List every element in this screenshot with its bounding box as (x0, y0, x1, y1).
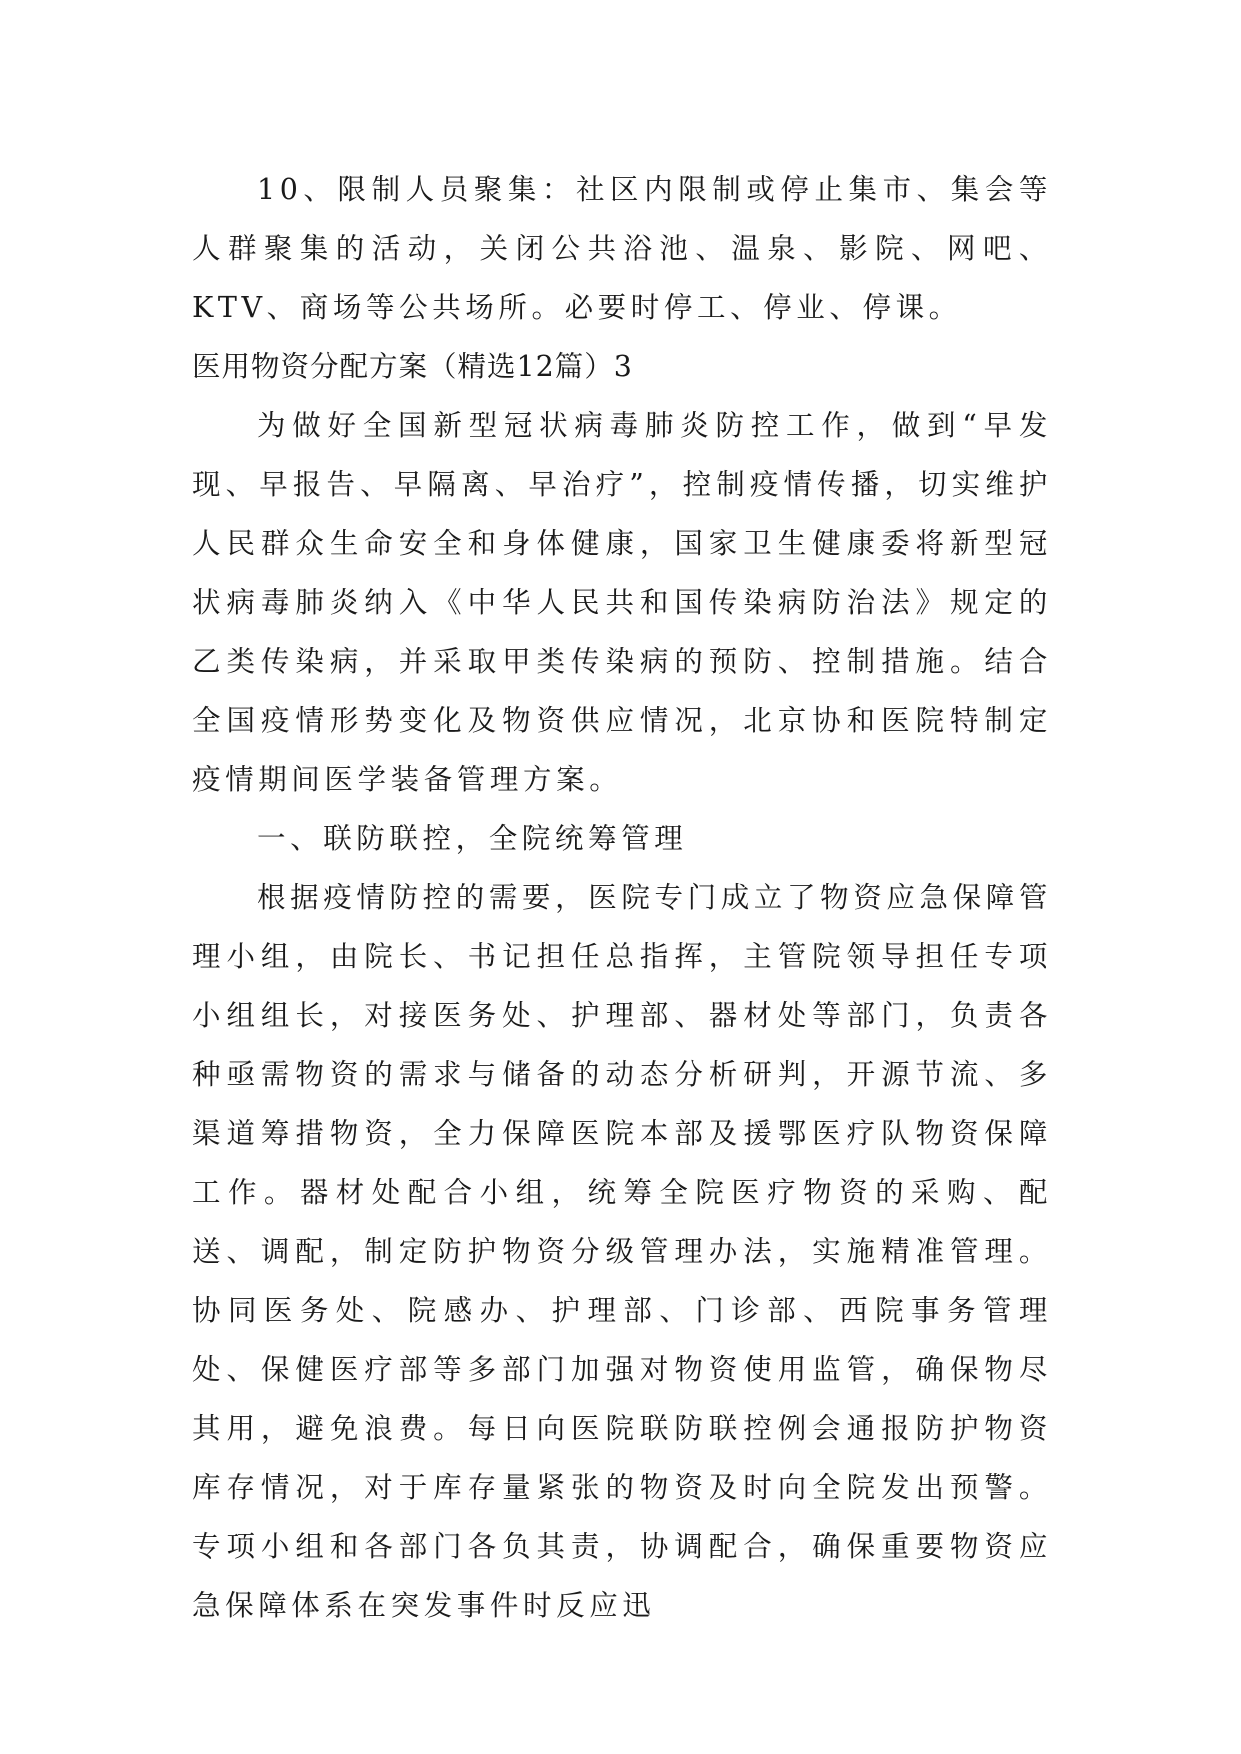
document-body (192, 160, 1052, 1635)
paragraph-gathering-restrictions: 10、限制人员聚集：社区内限制或停止集市、集会等人群聚集的活动，关闭公共浴池、温泉、影院、网吧、KTV、商场等公共场所。必要时停工、停业、停课。 (192, 173, 1052, 324)
section-heading-joint-control: 一、联防联控，全院统筹管理 (257, 822, 688, 855)
paragraph-joint-control: 根据疫情防控的需要，医院专门成立了物资应急保障管理小组，由院长、书记担任总指挥，主管院领导担任专项小组组长，对接医务处、护理部、器材处等部门，负责各种亟需物资的需求与储备的动态分析研判，开源节流、多渠道筹措物资，全力保障医院本部及援鄂医疗队物资保障工作。器材处配合小组，统筹全院医疗物资的采购、配送、调配，制定防护物资分级管理办法，实施精准管理。协同医务处、院感办、护理部、门诊部、西院事务管理处、保健医疗部等多部门加强对物资使用监管，确保物尽其用，避免浪费。每日向医院联防联控例会通报防护物资库存情况，对于库存量紧张的物资及时向全院发出预警。专项小组和各部门各负其责，协调配合，确保重要物资应急保障体系在突发事件时反应迅 (192, 881, 1052, 1622)
section-title: 医用物资分配方案（精选12篇）3 (192, 350, 633, 383)
paragraph-introduction: 为做好全国新型冠状病毒肺炎防控工作，做到“早发现、早报告、早隔离、早治疗”，控制疫情传播，切实维护人民群众生命安全和身体健康，国家卫生健康委将新型冠状病毒肺炎纳入《中华人民共和国传染病防治法》规定的乙类传染病，并采取甲类传染病的预防、控制措施。结合全国疫情形势变化及物资供应情况，北京协和医院特制定疫情期间医学装备管理方案。 (192, 409, 1052, 796)
